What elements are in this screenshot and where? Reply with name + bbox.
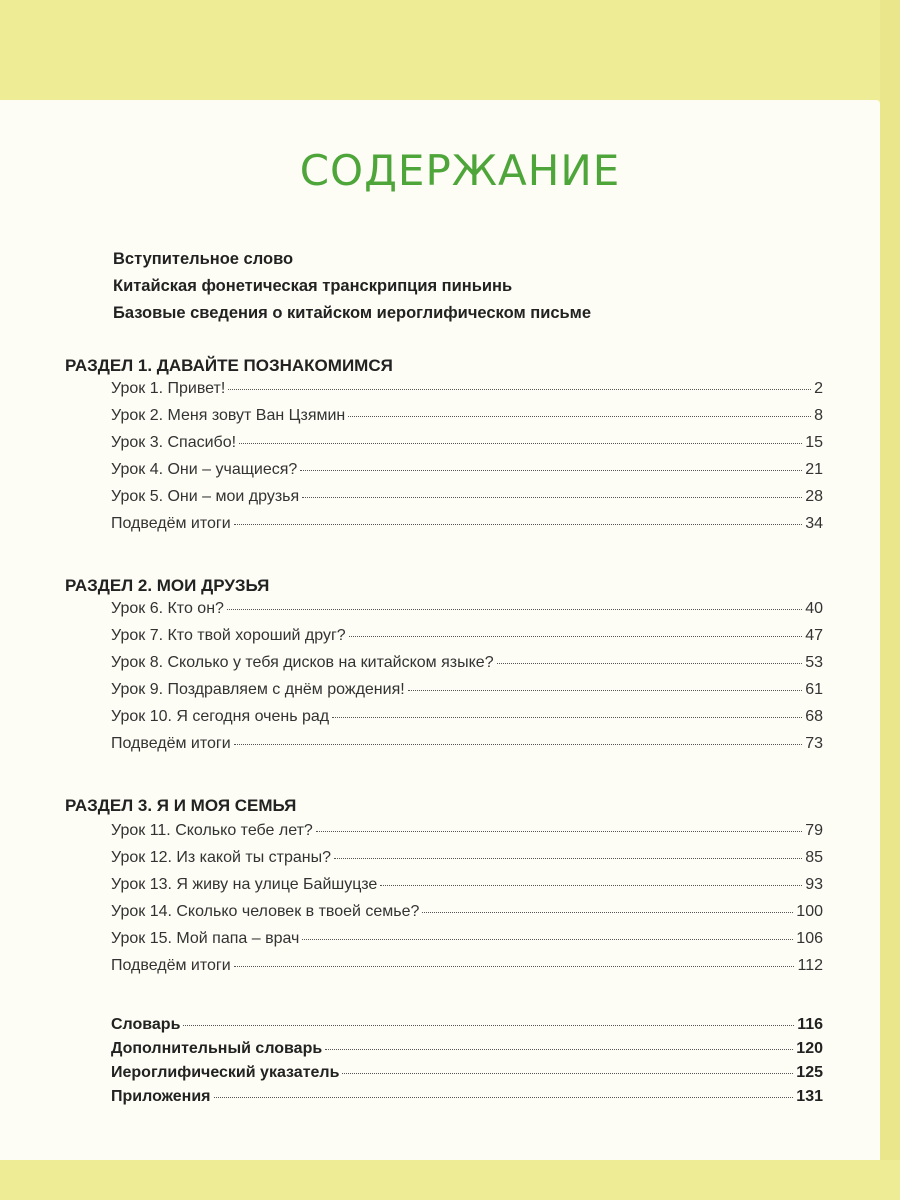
section-3-entries: [111, 822, 823, 984]
intro-item-pinyin[interactable]: Китайская фонетическая транскрипция пиньинь: [113, 277, 513, 295]
entry-page: 53: [805, 654, 823, 671]
section-1-heading[interactable]: РАЗДЕЛ 1. ДАВАЙТЕ ПОЗНАКОМИМСЯ: [65, 356, 393, 375]
dot-leader: [227, 609, 802, 610]
dot-leader: [234, 744, 803, 745]
toc-entry[interactable]: [111, 735, 823, 762]
dot-leader: [239, 443, 802, 444]
dot-leader: [302, 497, 802, 498]
entry-label: Приложения: [111, 1088, 211, 1105]
entry-label: Урок 11. Сколько тебе лет?: [111, 822, 313, 839]
dot-leader: [408, 690, 803, 691]
dot-leader: [228, 389, 811, 390]
entry-page: 15: [805, 434, 823, 451]
dot-leader: [183, 1025, 794, 1026]
appendix-entry[interactable]: [111, 1088, 823, 1112]
dot-leader: [380, 885, 802, 886]
entry-label: Урок 2. Меня зовут Ван Цзямин: [111, 407, 346, 424]
intro-list: [113, 246, 591, 327]
entry-page: 79: [805, 822, 823, 839]
toc-entry[interactable]: [111, 434, 823, 461]
dot-leader: [302, 939, 793, 940]
top-color-band: [0, 0, 900, 100]
toc-entry[interactable]: [111, 488, 823, 515]
entry-label: Урок 1. Привет!: [111, 380, 226, 397]
entry-page: 125: [796, 1064, 823, 1081]
dot-leader: [325, 1049, 793, 1050]
entry-page: 47: [805, 627, 823, 644]
entry-page: 93: [805, 876, 823, 893]
dot-leader: [316, 831, 802, 832]
toc-entry[interactable]: [111, 380, 823, 407]
entry-label: Словарь: [111, 1016, 181, 1033]
entry-page: 112: [797, 957, 823, 974]
entry-page: 120: [796, 1040, 823, 1057]
dot-leader: [342, 1073, 793, 1074]
entry-page: 85: [805, 849, 823, 866]
toc-entry[interactable]: [111, 708, 823, 735]
dot-leader: [422, 912, 793, 913]
entry-page: 68: [805, 708, 823, 725]
section-2-entries: [111, 600, 823, 762]
entry-label: Урок 13. Я живу на улице Байшуцзе: [111, 876, 378, 893]
entry-label: Урок 4. Они – учащиеся?: [111, 461, 298, 478]
entry-page: 40: [805, 600, 823, 617]
entry-label: Подведём итоги: [111, 957, 231, 974]
section-3-heading[interactable]: РАЗДЕЛ 3. Я И МОЯ СЕМЬЯ: [65, 796, 297, 815]
toc-entry[interactable]: [111, 407, 823, 434]
entry-label: Урок 10. Я сегодня очень рад: [111, 708, 330, 725]
appendix-entry[interactable]: [111, 1016, 823, 1040]
entry-label: Подведём итоги: [111, 515, 231, 532]
entry-page: 131: [796, 1088, 823, 1105]
entry-label: Урок 9. Поздравляем с днём рождения!: [111, 681, 405, 698]
entry-label: Урок 3. Спасибо!: [111, 434, 237, 451]
toc-entry[interactable]: [111, 957, 823, 984]
intro-item-foreword[interactable]: Вступительное слово: [113, 250, 294, 268]
appendix-entry[interactable]: [111, 1040, 823, 1064]
entry-label: Подведём итоги: [111, 735, 231, 752]
appendix-entries: [111, 1016, 823, 1112]
toc-entry[interactable]: [111, 822, 823, 849]
dot-leader: [300, 470, 802, 471]
entry-label: Урок 14. Сколько человек в твоей семье?: [111, 903, 420, 920]
section-1-entries: [111, 380, 823, 542]
dot-leader: [497, 663, 803, 664]
entry-page: 100: [796, 903, 823, 920]
bottom-color-band: [0, 1160, 900, 1200]
entry-page: 34: [805, 515, 823, 532]
dot-leader: [214, 1097, 794, 1098]
entry-label: Урок 7. Кто твой хороший друг?: [111, 627, 346, 644]
toc-entry[interactable]: [111, 600, 823, 627]
entry-label: Урок 6. Кто он?: [111, 600, 224, 617]
dot-leader: [234, 524, 803, 525]
entry-page: 73: [805, 735, 823, 752]
section-2-heading[interactable]: РАЗДЕЛ 2. МОИ ДРУЗЬЯ: [65, 576, 270, 595]
entry-label: Урок 8. Сколько у тебя дисков на китайском языке?: [111, 654, 494, 671]
entry-label: Урок 12. Из какой ты страны?: [111, 849, 331, 866]
dot-leader: [334, 858, 802, 859]
entry-page: 106: [796, 930, 823, 947]
entry-page: 2: [814, 380, 823, 397]
dot-leader: [349, 636, 803, 637]
toc-entry[interactable]: [111, 681, 823, 708]
toc-entry[interactable]: [111, 849, 823, 876]
entry-label: Урок 5. Они – мои друзья: [111, 488, 300, 505]
intro-item-characters[interactable]: Базовые сведения о китайском иероглифическом письме: [113, 304, 592, 322]
toc-entry[interactable]: [111, 930, 823, 957]
toc-entry[interactable]: [111, 461, 823, 488]
page-title: СОДЕРЖАНИЕ: [299, 146, 621, 195]
entry-page: 28: [805, 488, 823, 505]
dot-leader: [348, 416, 811, 417]
entry-page: 116: [797, 1016, 823, 1033]
entry-label: Урок 15. Мой папа – врач: [111, 930, 300, 947]
toc-entry[interactable]: [111, 654, 823, 681]
entry-label: Дополнительный словарь: [111, 1040, 323, 1057]
entry-page: 21: [805, 461, 823, 478]
entry-label: Иероглифический указатель: [111, 1064, 340, 1081]
dot-leader: [234, 966, 795, 967]
appendix-entry[interactable]: [111, 1064, 823, 1088]
dot-leader: [332, 717, 802, 718]
entry-page: 8: [814, 407, 823, 424]
toc-entry[interactable]: [111, 903, 823, 930]
toc-entry[interactable]: [111, 876, 823, 903]
toc-entry[interactable]: [111, 627, 823, 654]
entry-page: 61: [805, 681, 823, 698]
toc-entry[interactable]: [111, 515, 823, 542]
